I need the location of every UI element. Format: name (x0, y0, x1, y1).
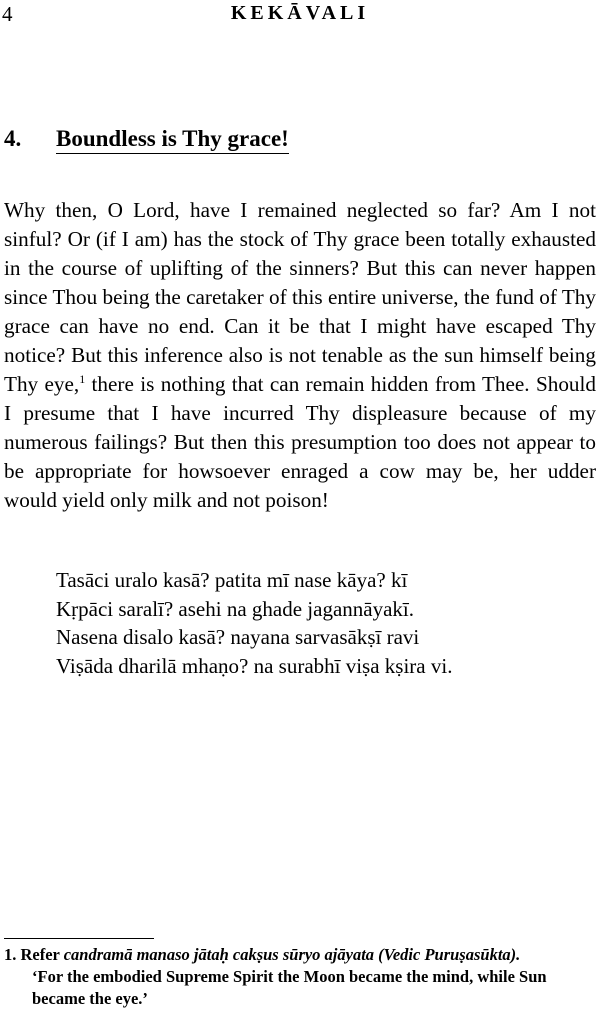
verse-line: Nasena disalo kasā? nayana sarvasākṣī ravi (56, 625, 420, 649)
footnote (4, 944, 596, 1010)
body-text-part-1: Why then, O Lord, have I remained neglected so far? Am I not sinful? Or (if I am) has the stock of Thy grace been totally exhausted in the course of uplifting of the sinners? But this can never happen since Thou being the caretaker of this entire universe, the fund of Thy grace can have no end. Can it be that I might have escaped Thy notice? But this inference also is not tenable as the sun himself being Thy eye, (4, 198, 596, 396)
footnote-citation: candramā manaso jātaḥ cakṣus sūryo ajāyata (Vedic Puruṣasūkta). (63, 945, 521, 964)
footnote-line-3: became the eye.’ (32, 989, 148, 1008)
footnote-reference: 1 (79, 371, 86, 386)
verse-line: Viṣāda dharilā mhaṇo? na surabhī viṣa kṣira vi. (56, 653, 453, 678)
body-paragraph (4, 196, 596, 515)
page-header (0, 2, 600, 26)
section-number: 4. (4, 126, 22, 151)
footnote-line-2: ‘For the embodied Supreme Spirit the Moon became the mind, while Sun (32, 967, 547, 986)
running-head: KEKĀVALI (230, 2, 370, 24)
verse-line: Tasāci uralo kasā? patita mī nase kāya? kī (56, 568, 408, 592)
verse-block (56, 566, 452, 680)
page-number: 4 (2, 2, 13, 26)
body-text-part-2: there is nothing that can remain hidden from Thee. Should I presume that I have incurred Thy displeasure because of my numerous failings? But then this presumption too does not appear to be appropriate for howsoever enraged a cow may be, her udder would yield only milk and not poison! (4, 372, 596, 512)
section-title: Boundless is Thy grace! (56, 126, 289, 154)
footnote-marker: 1. (4, 945, 17, 964)
section-heading (4, 126, 289, 154)
footnote-line-1 (4, 944, 596, 966)
footnote-divider (4, 938, 154, 939)
verse-line: Kṛpāci saralī? asehi na ghade jagannāyakī. (56, 596, 414, 621)
footnote-refer: Refer (20, 945, 60, 964)
